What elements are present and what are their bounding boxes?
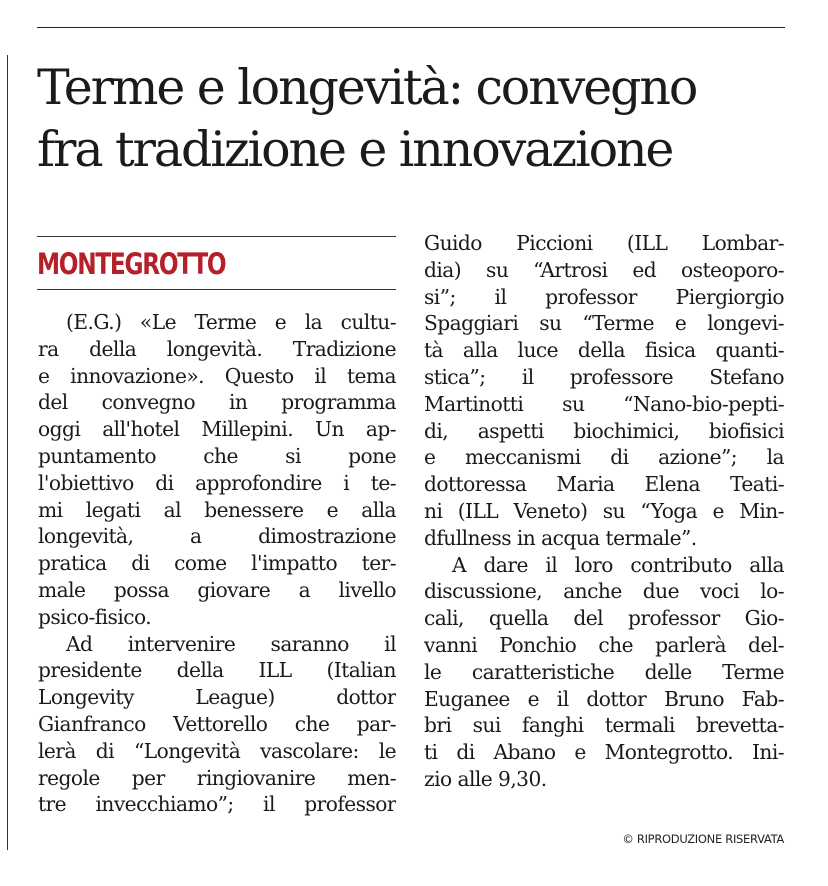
text-line: Martinotti su “Nano-bio-pepti-	[424, 391, 784, 416]
text-line: bri sui fanghi termali brevetta-	[424, 713, 784, 738]
text-line: ra della longevità. Tradizione	[38, 336, 396, 361]
article-column-right	[424, 230, 784, 793]
text-line: Euganee e il dottor Bruno Fab-	[424, 686, 784, 711]
kicker-rule-top	[37, 236, 396, 237]
top-rule	[37, 27, 785, 28]
text-line: longevità, a dimostrazione	[38, 524, 396, 549]
text-line: tà alla luce della fisica quanti-	[424, 338, 784, 363]
text-line: zio alle 9,30.	[424, 766, 547, 791]
text-line: psico-fisico.	[38, 604, 152, 629]
copyright-notice: © RIPRODUZIONE RISERVATA	[622, 832, 784, 846]
text-line: cali, quella del professor Gio-	[424, 606, 784, 631]
text-line: mi legati al benessere e alla	[38, 497, 396, 522]
text-line: discussione, anche due voci lo-	[424, 579, 784, 604]
text-line: male possa giovare a livello	[38, 577, 396, 602]
text-line: presidente della ILL (Italian	[38, 658, 396, 683]
text-line: puntamento che si pone	[38, 443, 396, 468]
text-line: le caratteristiche delle Terme	[424, 659, 784, 684]
text-line: stica”; il professore Stefano	[424, 364, 784, 389]
headline	[37, 57, 797, 181]
text-line: dottoressa Maria Elena Teati-	[424, 472, 784, 497]
text-line: A dare il loro contributo alla	[452, 552, 784, 577]
text-line: tre invecchiamo”; il professor	[38, 792, 396, 817]
text-line: pratica di come l'impatto ter-	[38, 551, 396, 576]
headline-line: Terme e longevità: convegno	[37, 59, 697, 116]
text-line: e meccanismi di azione”; la	[424, 445, 784, 470]
text-line: regole per ringiovanire men-	[38, 765, 396, 790]
text-line: ti di Abano e Montegrotto. Ini-	[424, 740, 784, 765]
text-line: dfullness in acqua termale”.	[424, 525, 697, 550]
text-line: oggi all'hotel Millepini. Un ap-	[38, 417, 396, 442]
text-line: di, aspetti biochimici, biofisici	[424, 418, 784, 443]
text-line: del convegno in programma	[38, 390, 396, 415]
text-line: vanni Ponchio che parlerà del-	[424, 632, 784, 657]
headline-line: fra tradizione e innovazione	[37, 121, 673, 178]
text-line: e innovazione». Questo il tema	[38, 363, 396, 388]
kicker-rule-bottom	[37, 289, 396, 290]
kicker-location: MONTEGROTTO	[37, 247, 226, 281]
article-column-left	[38, 309, 396, 818]
text-line: dia) su “Artrosi ed osteoporo-	[424, 257, 784, 282]
text-line: lerà di “Longevità vascolare: le	[38, 738, 396, 763]
text-line: Longevity League) dottor	[38, 685, 396, 710]
text-line: (E.G.) «Le Terme e la cultu-	[66, 310, 396, 334]
text-line: ni (ILL Veneto) su “Yoga e Min-	[424, 498, 784, 523]
text-line: Gianfranco Vettorello che par-	[38, 711, 396, 736]
text-line: l'obiettivo di approfondire i te-	[38, 470, 396, 495]
column-divider-left	[7, 55, 8, 850]
text-line: si”; il professor Piergiorgio	[424, 284, 784, 309]
text-line: Ad intervenire saranno il	[66, 631, 396, 656]
text-line: Guido Piccioni (ILL Lombar-	[424, 231, 784, 255]
text-line: Spaggiari su “Terme e longevi-	[424, 311, 784, 336]
